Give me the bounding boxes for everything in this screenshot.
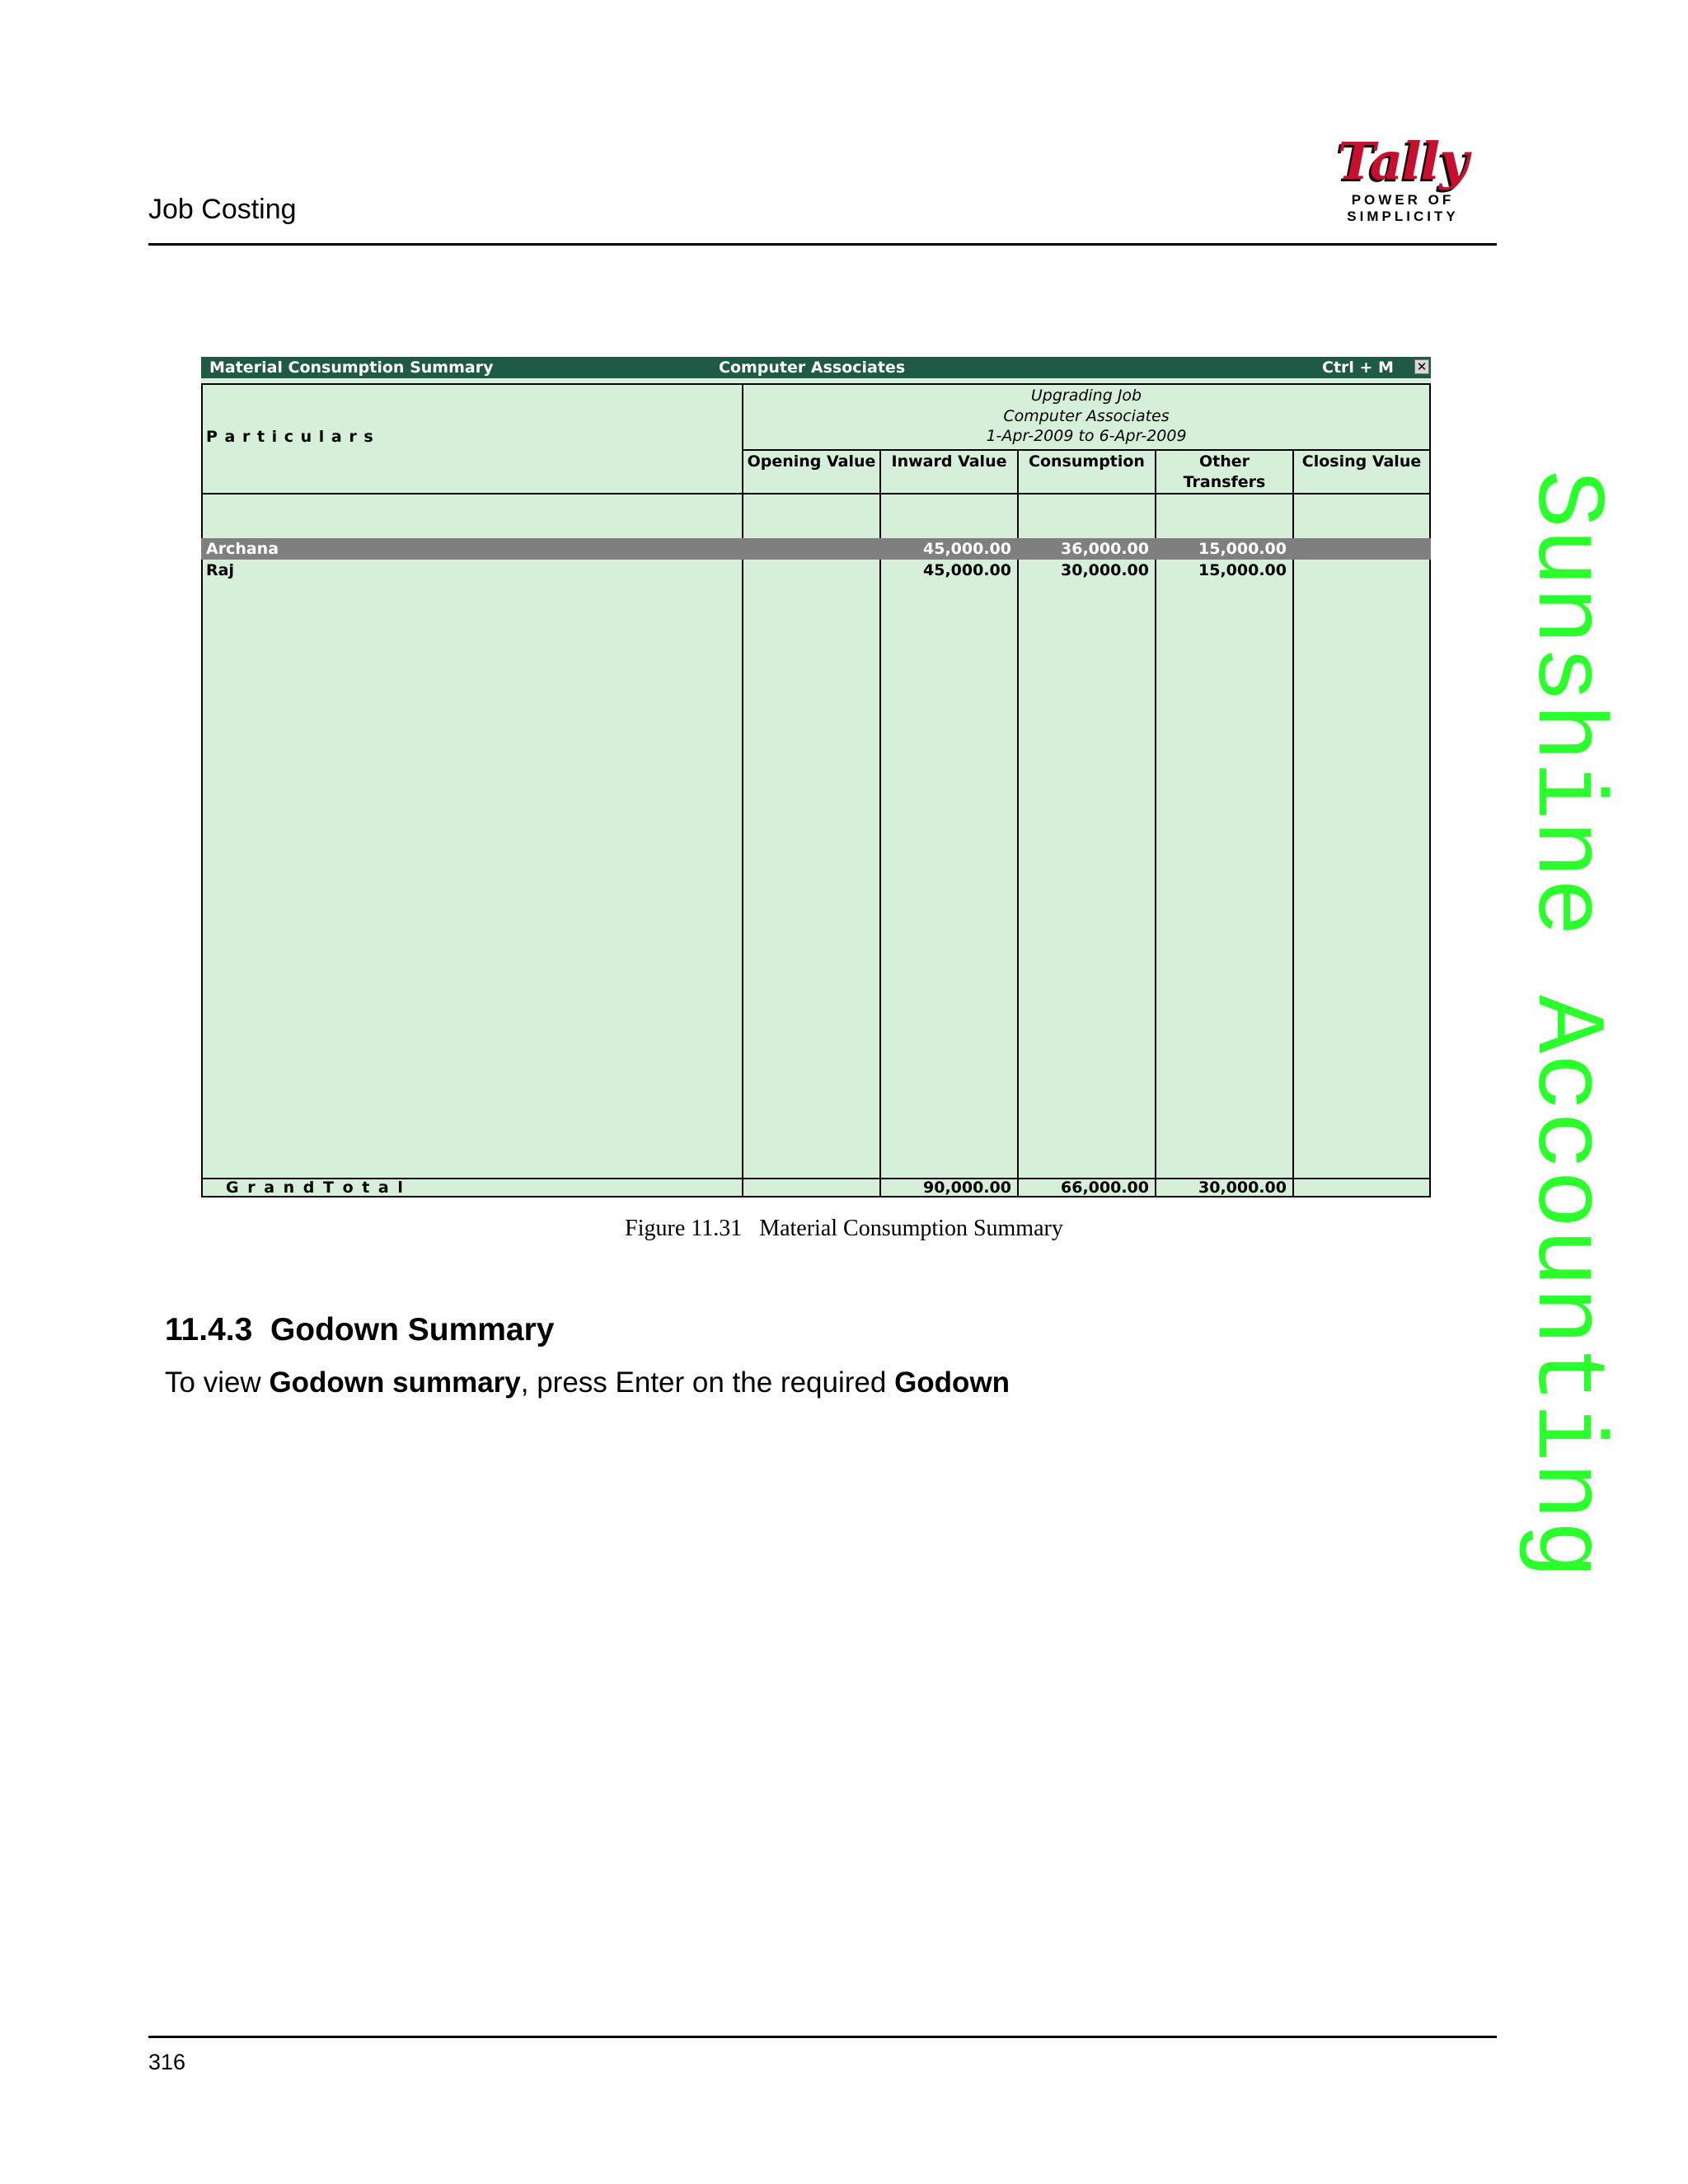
group-header-line1: Upgrading Job xyxy=(1030,387,1142,405)
row-inward: 45,000.00 xyxy=(923,540,1011,558)
row-consumption: 30,000.00 xyxy=(1061,561,1149,579)
footer-rule xyxy=(148,2036,1497,2038)
col-opening-value: Opening Value xyxy=(747,452,876,471)
para-text: To view xyxy=(165,1366,270,1399)
col-inward-value: Inward Value xyxy=(891,452,1007,471)
logo-word: Tally xyxy=(1337,131,1469,191)
section-heading: 11.4.3 Godown Summary xyxy=(165,1312,555,1347)
row-other: 15,000.00 xyxy=(1198,540,1287,558)
group-header-line3: 1-Apr-2009 to 6-Apr-2009 xyxy=(986,427,1187,445)
tally-report-window xyxy=(201,357,1431,1197)
col-consumption: Consumption xyxy=(1029,452,1145,471)
row-name: Archana xyxy=(206,540,279,558)
figure-caption: Figure 11.31 Material Consumption Summary xyxy=(625,1216,1063,1241)
grid-line xyxy=(1292,449,1294,1197)
para-bold: Godown summary xyxy=(269,1366,521,1399)
page-number: 316 xyxy=(148,2050,186,2074)
col-other-transfers-line2: Transfers xyxy=(1183,473,1266,491)
total-other: 30,000.00 xyxy=(1198,1179,1287,1197)
row-other: 15,000.00 xyxy=(1198,561,1287,579)
grid-line xyxy=(1429,383,1431,1197)
report-title: Material Consumption Summary xyxy=(209,359,494,377)
grand-total-label: G r a n d T o t a l xyxy=(226,1179,405,1197)
close-icon[interactable]: ✕ xyxy=(1414,359,1429,374)
body-paragraph xyxy=(165,1366,1010,1399)
group-header-line2: Computer Associates xyxy=(1003,407,1170,425)
header-rule xyxy=(148,243,1497,246)
grid-line xyxy=(742,449,1431,451)
row-inward: 45,000.00 xyxy=(923,561,1011,579)
shortcut-label: Ctrl + M xyxy=(1322,359,1394,377)
report-grid xyxy=(201,383,1431,1197)
row-name: Raj xyxy=(206,561,234,579)
title-bar xyxy=(201,357,1431,378)
company-name: Computer Associates xyxy=(719,359,906,377)
watermark-text: Sunshine Accounting xyxy=(1510,470,1620,1579)
para-text: , press Enter on the required xyxy=(520,1366,895,1399)
grid-line xyxy=(201,383,1431,385)
grid-line xyxy=(201,383,203,1197)
grid-line xyxy=(201,493,1431,494)
para-bold: Godown xyxy=(894,1366,1010,1399)
running-head: Job Costing xyxy=(148,194,297,225)
tally-logo xyxy=(1307,131,1498,225)
col-closing-value: Closing Value xyxy=(1301,452,1422,471)
row-consumption: 36,000.00 xyxy=(1061,540,1149,558)
total-consumption: 66,000.00 xyxy=(1061,1179,1149,1197)
logo-tagline: POWER OF SIMPLICITY xyxy=(1347,192,1459,224)
particulars-header: P a r t i c u l a r s xyxy=(206,428,374,446)
col-other-transfers: Other xyxy=(1198,452,1250,471)
grid-line xyxy=(742,383,743,1197)
total-inward: 90,000.00 xyxy=(923,1179,1011,1197)
